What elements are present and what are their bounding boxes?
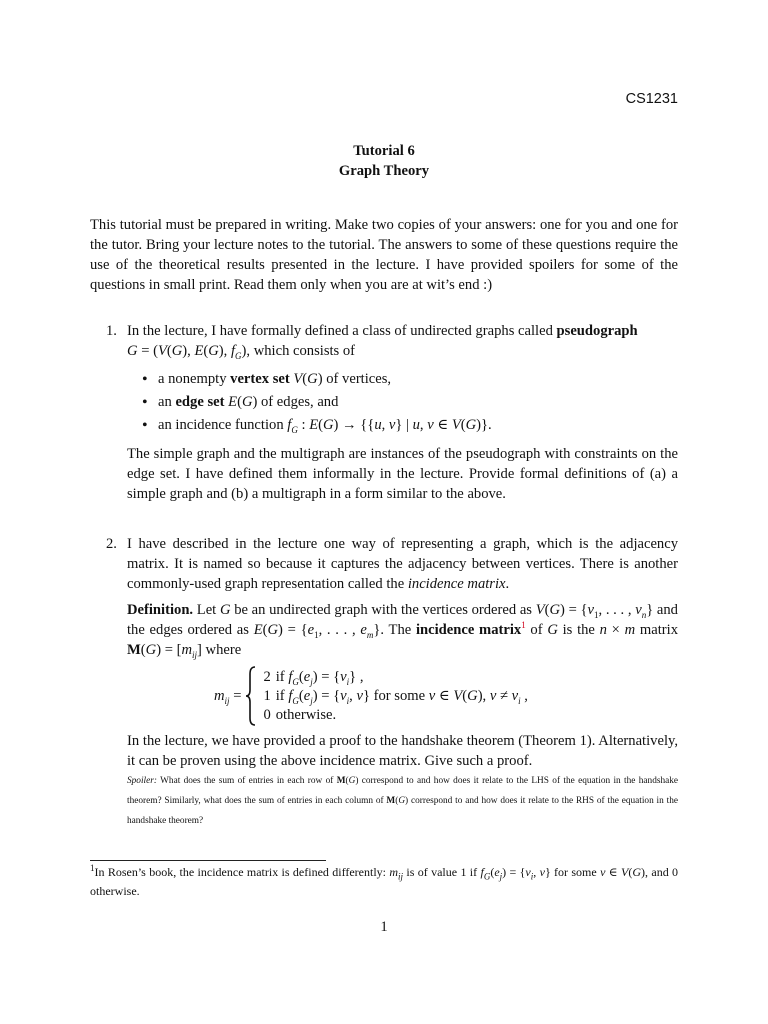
question-2 xyxy=(90,534,678,831)
tutorial-number: Tutorial 6 xyxy=(353,143,415,159)
question-number: 1. xyxy=(106,323,117,339)
page-number: 1 xyxy=(380,919,388,935)
case-row: 2 if $f_G(e_j) = \{v_i\}$ , xyxy=(263,668,364,687)
list-item: • an incidence function $f_G$ : E(G) → {{u, v} | u, v ∈ V(G)}. xyxy=(127,414,678,437)
question-number: 2. xyxy=(106,536,117,552)
incidence-matrix-term: incidence matrix xyxy=(415,622,522,638)
q1-intro: In the lecture, I have formally defined a class of undirected graphs called pseudograph G = (V(G), E(G), $f_G$), which consists of xyxy=(127,323,638,361)
left-brace-icon xyxy=(245,666,257,726)
cases-table xyxy=(263,668,533,725)
question-1 xyxy=(90,321,678,504)
footnote-divider xyxy=(90,860,326,861)
footnote-marker[interactable]: 1 xyxy=(521,620,526,631)
q2-task: In the lecture, we have provided a proof to the handshake theorem (Theorem 1). Alternatively, it can be proven using the above incidence matrix. Give such a proof. xyxy=(127,733,678,769)
incidence-definition: Definition. Let G be an undirected graph with the vertices ordered as $V(G) = \{v_1$, . . . , $v_n$} and the edges ordered as $E(G) = \{e_1$, . . . , $e_m$}. The incidence matrix$^1$ of G is the n × m matrix $M(G) = [m_{ij}]$ where xyxy=(127,602,679,660)
definition-label: Definition. xyxy=(127,602,194,618)
q2-intro: I have described in the lecture one way of representing a graph, which is the adjacency matrix. It is named so because it captures the adjacency between vertices. There is another commonly-used graph representation called the incidence matrix. xyxy=(127,536,678,592)
footnote: $^1$In Rosen’s book, the incidence matrix is defined differently: $m_{ij}$ is of value 1 if $f_G(e_j) = \{v_i$, v} for some v ∈ V(G), and 0 otherwise. xyxy=(90,863,679,898)
q1-task: The simple graph and the multigraph are instances of the pseudograph with constraints on the edge set. I have defined them informally in the lecture. Provide formal definitions of (a) a simple graph and (b) a multigraph in a form similar to the above. xyxy=(127,446,678,502)
course-code: CS1231 xyxy=(625,91,678,107)
tutorial-topic: Graph Theory xyxy=(338,163,430,179)
spoiler-text: Spoiler: What does the sum of entries in each row of M(G) correspond to and how does it relate to the LHS of the equation in the handshake theorem? Similarly, what does the sum of entries in each column of M(G) correspond to and how does it relate to the RHS of the equation in the handshake theorem? xyxy=(127,776,679,826)
intro-paragraph: This tutorial must be prepared in writing. Make two copies of your answers: one for you and one for the tutor. Bring your lecture notes to the tutorial. The answers to some of these questions require the use of the theoretical results presented in the lecture. I have provided spoilers for some of the questions in small print. Read them only when you are at wit’s end :) xyxy=(90,217,678,293)
page-title xyxy=(0,141,768,181)
pseudograph-term: pseudograph xyxy=(556,323,638,339)
case-row: 1 if $f_G(e_j) = \{v_i$, v} for some v ∈ V(G), $v \ne v_i$ , xyxy=(263,687,528,706)
list-item: • an edge set E(G) of edges, and xyxy=(127,391,678,414)
list-item: • a nonempty vertex set V(G) of vertices, xyxy=(127,368,678,391)
case-row: 0 otherwise. xyxy=(263,706,337,723)
q1-bullet-list xyxy=(127,368,678,437)
piecewise-formula: $m_{ij}$ = 2 if $f_G(e_j) = \{v_i\}$ , 1 if $f_G(e_j) = \{v_i$, v} for some v ∈ V(G), $v \ne v_i$ , 0 otherwise. xyxy=(127,666,678,726)
